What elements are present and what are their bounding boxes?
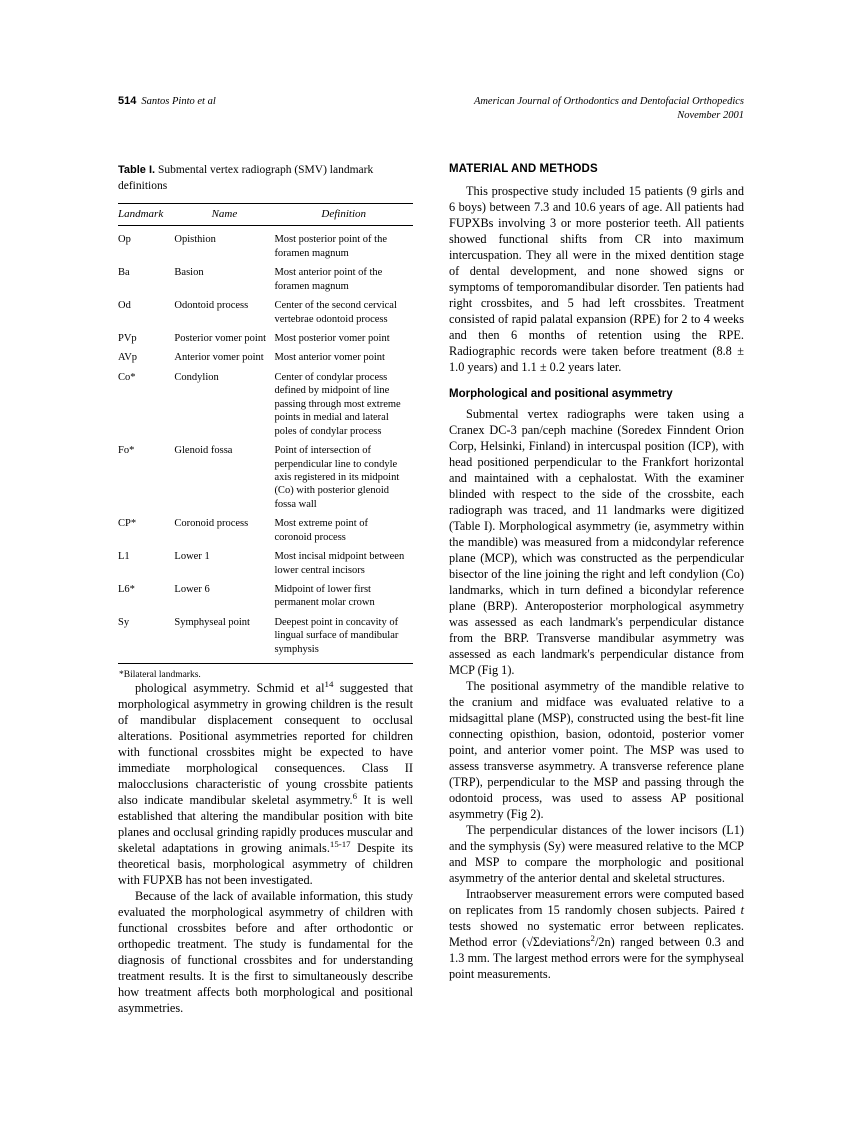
cell-definition: Midpoint of lower first permanent molar crown <box>274 584 375 609</box>
table-row <box>118 296 413 329</box>
cell-definition: Point of intersection of perpendicular line to condyle axis registered in its midpoint (Co) with posterior glenoid fossa wall <box>274 445 400 510</box>
cell-definition: Most posterior vomer point <box>274 333 390 344</box>
column-header-name: Name <box>174 204 274 226</box>
table-row <box>118 441 413 514</box>
table-row <box>118 368 413 441</box>
cell-definition: Most anterior point of the foramen magnum <box>274 267 383 292</box>
running-head-left <box>118 95 216 107</box>
cell-name: Coronoid process <box>174 518 249 530</box>
cell-landmark: PVp <box>118 333 137 344</box>
cell-name: Basion <box>174 267 204 279</box>
landmark-definitions-table <box>118 203 413 681</box>
paragraph: Intraobserver measurement errors were computed based on replicates from 15 randomly chosen subjects. Paired t tests showed no systematic error between replicates. Method error (√Σdeviations$^2$/2n) ranged between 0.3 and 1.3 mm. The largest method errors were for the symphyseal point measurements. <box>449 886 745 981</box>
cell-name: Posterior vomer point <box>174 333 266 344</box>
right-column <box>449 163 744 1017</box>
table-row <box>118 263 413 296</box>
table-footnote: *Bilateral landmarks. <box>118 664 413 682</box>
table-label: Table I. <box>118 164 156 177</box>
cell-landmark: Od <box>118 300 131 312</box>
column-header-definition: Definition <box>274 204 413 226</box>
paragraph: Submental vertex radiographs were taken using a Cranex DC-3 pan/ceph machine (Soredex Finndent Orion Corp, Helsinki, Finland) in intercuspal position (ICP), with head positioned perpendicular to the Frankfort horizontal and maintained with a cephalostat. With the examiner blinded with respect to the side of the crossbite, each radiograph was traced, and 11 landmarks were digitized (Table I). Morphological asymmetry (ie, asymmetry within the mandible) was measured from a midcondylar reference plane (MCP), which was constructed as the perpendicular bisector of the line joining the right and left condylion (Co) landmarks, which in turn defined a bicondylar reference plane (BRP). Anteroposterior morphological asymmetry was assessed as each landmark's perpendicular distance from the BRP. Transverse mandibular asymmetry was assessed as each landmark's perpendicular distance from MCP (Fig 1). <box>449 407 744 677</box>
cell-definition: Most anterior vomer point <box>274 352 385 364</box>
table-row <box>118 613 413 664</box>
paragraph: The positional asymmetry of the mandible relative to the cranium and midface was evaluated relative to a midsagittal plane (MSP), constructed using the best-fit line connecting opisthion, basion, odontoid, posterior vomer point, and anterior vomer point. The MSP was used to assess transverse asymmetry. A transverse reference plane (TRP), perpendicular to the MSP and passing through the odontoid process, was used to assess AP positional asymmetry (Fig 2). <box>449 678 744 821</box>
cell-definition: Most extreme point of coronoid process <box>274 518 369 543</box>
cell-name: Lower 6 <box>174 584 210 595</box>
cell-landmark: Ba <box>118 267 130 279</box>
cell-name: Odontoid process <box>174 300 249 312</box>
table-row <box>118 547 413 580</box>
issue-date: November 2001 <box>677 110 744 122</box>
two-column-body <box>118 163 744 1017</box>
journal-title: American Journal of Orthodontics and Dentofacial Orthopedics <box>473 96 744 107</box>
cell-definition: Center of the second cervical vertebrae odontoid process <box>274 300 397 325</box>
left-column <box>118 163 413 1017</box>
cell-name: Lower 1 <box>174 551 210 563</box>
cell-landmark: CP* <box>118 518 137 530</box>
cell-name: Glenoid fossa <box>174 445 233 457</box>
running-head-authors: Santos Pinto et al <box>141 96 216 107</box>
cell-landmark: Co* <box>118 371 136 383</box>
cell-name: Anterior vomer point <box>174 352 264 364</box>
cell-name: Condylion <box>174 371 219 383</box>
paragraph: The perpendicular distances of the lower incisors (L1) and the symphysis (Sy) were measured relative to the MCP and MSP to compare the morphologic and positional asymmetry of the anterior dental and skeletal structures. <box>449 822 744 885</box>
cell-name: Opisthion <box>174 226 274 263</box>
table-head <box>118 204 413 226</box>
cell-landmark: Fo* <box>118 445 135 457</box>
cell-definition: Most incisal midpoint between lower central incisors <box>274 551 405 576</box>
paragraph: This prospective study included 15 patients (9 girls and 6 boys) between 7.3 and 10.6 years of age. All patients had FUPXBs involving 3 or more posterior teeth. All patients showed functional shifts from CR into maximum intercuspation. They all were in the mixed dentition stage of dental development, and none showed signs or symptoms of temporomandibular disorder. Ten patients had right crossbites, and 5 had left crossbites. Treatment consisted of rapid palatal expansion (RPE) for 2 to 4 weeks and then 6 months of retention using the RPE. Radiographic records were taken before treatment (8.8 ± 1.0 years) and 1.1 ± 0.2 years later. <box>449 184 744 375</box>
cell-landmark: Sy <box>118 616 130 628</box>
section-heading-material-and-methods: MATERIAL AND METHODS <box>449 163 598 176</box>
running-head <box>118 95 744 123</box>
table-row <box>118 580 413 613</box>
table-row <box>118 514 413 547</box>
column-header-landmark: Landmark <box>118 204 174 226</box>
paragraph-continued: phological asymmetry. Schmid et $al^{14}$ suggested that morphological asymmetry in growing children is the result of mandibular displacement consequent to occlusal alterations. Positional asymmetries reported for children with functional crossbites might be expected to have immediate morphological consequences. Class II malocclusions characteristic of young crossbite patients also indicate mandibular skeletal asymmetry.$^6$ It is well established that altering the mandibular position with bite planes and occlusal grinding rapidly produces muscular and skeletal adaptations in growing animals.$^{15-17}$ Despite its theoretical basis, morphological asymmetry of children with FUPXB has not been investigated. <box>118 679 413 887</box>
cell-landmark: L6* <box>118 584 135 595</box>
cell-landmark: L1 <box>118 551 130 563</box>
cell-name: Symphyseal point <box>174 616 250 628</box>
cell-landmark: Op <box>118 226 174 263</box>
table-foot <box>118 664 413 682</box>
table-body <box>118 226 413 664</box>
table-row <box>118 226 413 263</box>
cell-landmark: AVp <box>118 352 138 364</box>
cell-definition: Deepest point in concavity of lingual surface of mandibular symphysis <box>274 616 399 655</box>
table-caption-text: Submental vertex radiograph (SMV) landmark definitions <box>118 164 374 192</box>
paragraph: Because of the lack of available information, this study evaluated the morphological asymmetry of children with functional crossbites before and after orthodontic or orthopedic treatment. The study is fundamental for the diagnosis of functional crossbites and for understanding treatment results. It is the first to simultaneously describe how treatment affects both morphological and positional asymmetries. <box>118 888 413 1015</box>
subsection-heading-morphological-positional-asymmetry: Morphological and positional asymmetry <box>449 388 673 401</box>
table-row <box>118 348 413 367</box>
running-head-right <box>474 95 744 123</box>
table-row <box>118 329 413 348</box>
table-footnote-row <box>118 664 413 682</box>
table-caption <box>118 163 413 194</box>
page-number: 514 <box>118 95 137 107</box>
cell-definition: Most posterior point of the foramen magnum <box>274 226 413 263</box>
table-header-row <box>118 204 413 226</box>
cell-definition: Center of condylar process defined by midpoint of line passing through most extreme points in medial and lateral poles of condylar process <box>274 371 401 437</box>
